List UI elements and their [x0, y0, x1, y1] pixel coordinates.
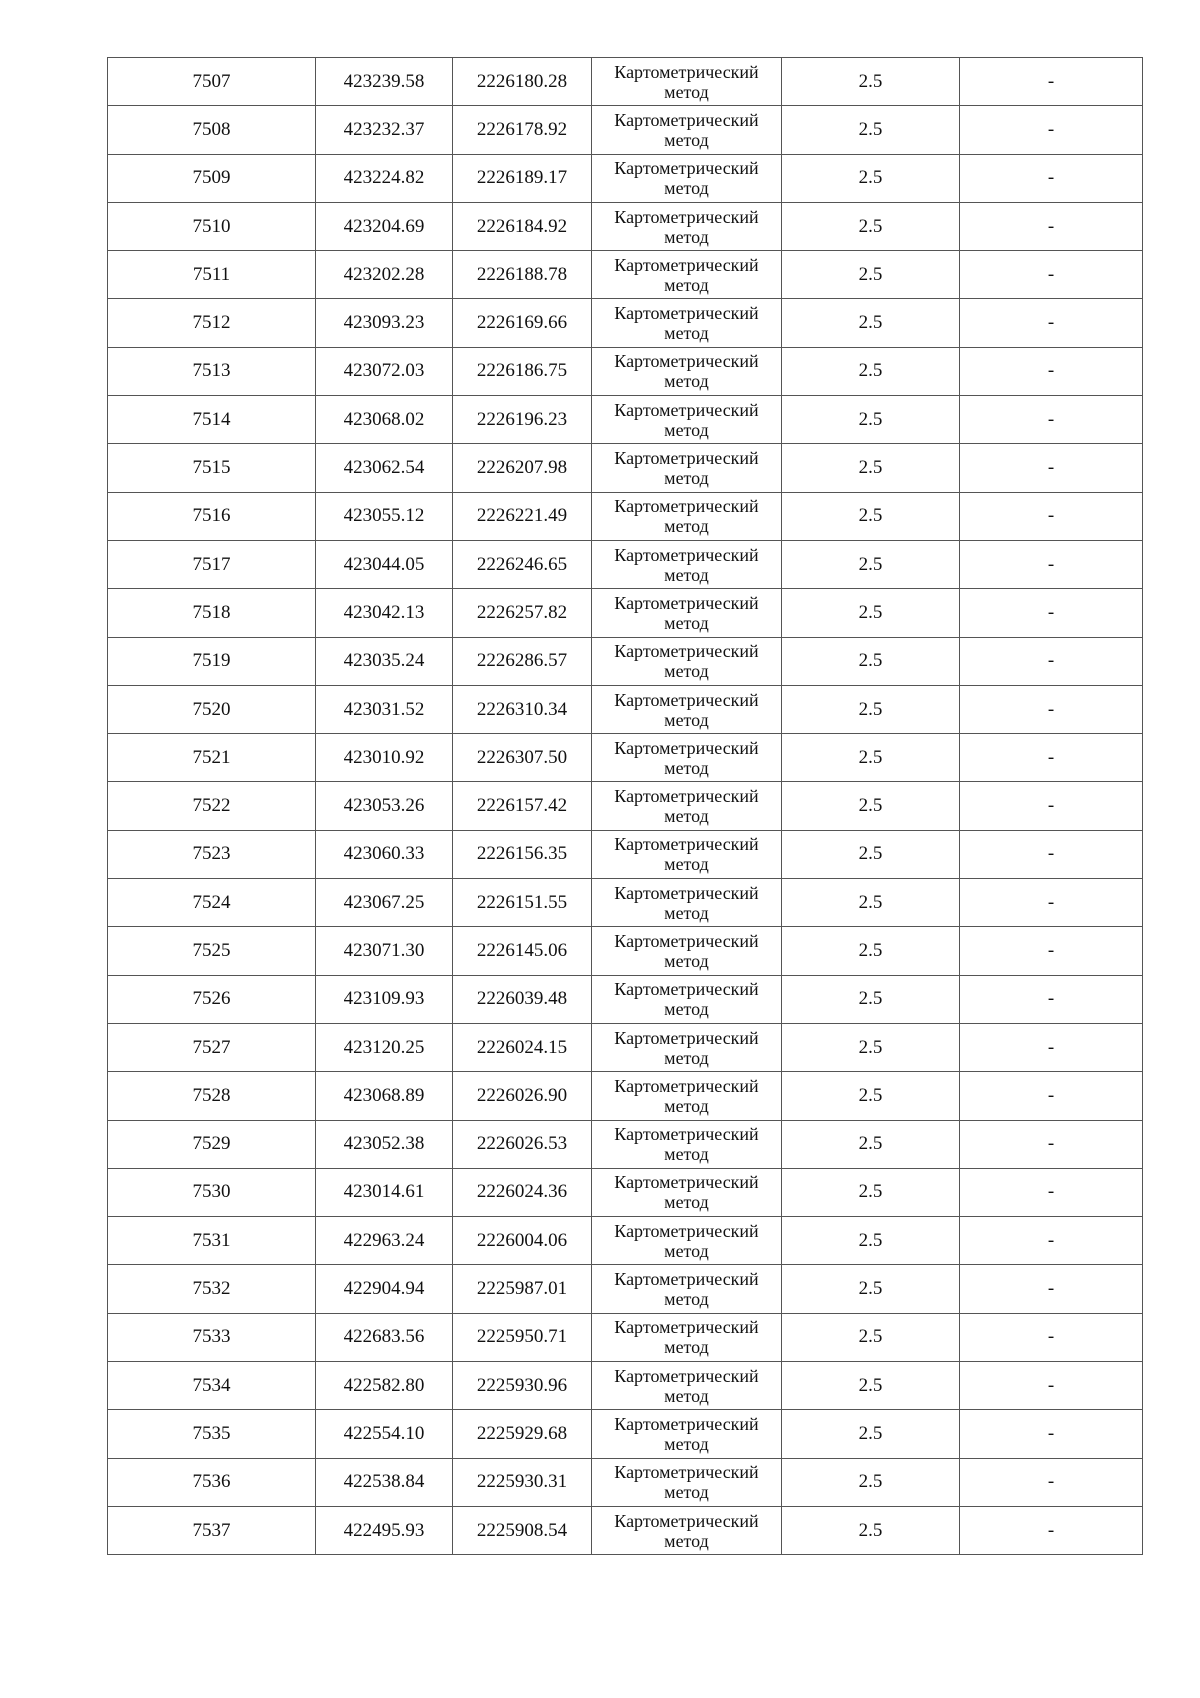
x-coordinate-cell: 423044.05 [316, 540, 453, 588]
coordinates-table [107, 57, 1143, 1555]
point-number-cell: 7507 [108, 58, 316, 106]
method-cell [592, 1362, 782, 1410]
method-line1: Картометрический [614, 399, 759, 420]
note-cell: - [960, 830, 1143, 878]
point-number-cell: 7520 [108, 685, 316, 733]
method-line2: метод [664, 1289, 709, 1310]
table-row [108, 1265, 1143, 1313]
method-cell [592, 396, 782, 444]
y-coordinate-cell: 2226151.55 [453, 879, 592, 927]
method-line1: Картометрический [614, 544, 759, 565]
method-line1: Картометрический [614, 1462, 759, 1483]
method-line1: Картометрический [614, 882, 759, 903]
note-cell: - [960, 1458, 1143, 1506]
accuracy-cell: 2.5 [782, 975, 960, 1023]
note-cell: - [960, 1313, 1143, 1361]
method-cell [592, 927, 782, 975]
accuracy-cell: 2.5 [782, 1506, 960, 1554]
method-line1: Картометрический [614, 1269, 759, 1290]
method-line2: метод [664, 81, 709, 102]
accuracy-cell: 2.5 [782, 106, 960, 154]
accuracy-cell: 2.5 [782, 1072, 960, 1120]
method-cell [592, 782, 782, 830]
x-coordinate-cell: 423068.02 [316, 396, 453, 444]
method-line2: метод [664, 1530, 709, 1551]
x-coordinate-cell: 423067.25 [316, 879, 453, 927]
x-coordinate-cell: 422963.24 [316, 1217, 453, 1265]
table-row [108, 1168, 1143, 1216]
table-row [108, 1217, 1143, 1265]
y-coordinate-cell: 2226180.28 [453, 58, 592, 106]
method-line1: Картометрический [614, 254, 759, 275]
note-cell: - [960, 540, 1143, 588]
accuracy-cell: 2.5 [782, 589, 960, 637]
y-coordinate-cell: 2226257.82 [453, 589, 592, 637]
point-number-cell: 7512 [108, 299, 316, 347]
table-row [108, 1023, 1143, 1071]
y-coordinate-cell: 2226196.23 [453, 396, 592, 444]
note-cell: - [960, 637, 1143, 685]
table-row [108, 685, 1143, 733]
y-coordinate-cell: 2225950.71 [453, 1313, 592, 1361]
table-row [108, 975, 1143, 1023]
table-row [108, 589, 1143, 637]
accuracy-cell: 2.5 [782, 1458, 960, 1506]
method-line2: метод [664, 274, 709, 295]
method-line1: Картометрический [614, 786, 759, 807]
method-line2: метод [664, 371, 709, 392]
accuracy-cell: 2.5 [782, 299, 960, 347]
accuracy-cell: 2.5 [782, 637, 960, 685]
method-line1: Картометрический [614, 1365, 759, 1386]
y-coordinate-cell: 2225929.68 [453, 1410, 592, 1458]
accuracy-cell: 2.5 [782, 1410, 960, 1458]
method-line2: метод [664, 564, 709, 585]
method-line2: метод [664, 1433, 709, 1454]
point-number-cell: 7527 [108, 1023, 316, 1071]
method-line1: Картометрический [614, 1124, 759, 1145]
y-coordinate-cell: 2226186.75 [453, 347, 592, 395]
note-cell: - [960, 589, 1143, 637]
table-row [108, 1313, 1143, 1361]
method-cell [592, 830, 782, 878]
table-row [108, 299, 1143, 347]
method-cell [592, 734, 782, 782]
x-coordinate-cell: 423052.38 [316, 1120, 453, 1168]
y-coordinate-cell: 2226307.50 [453, 734, 592, 782]
point-number-cell: 7523 [108, 830, 316, 878]
note-cell: - [960, 1362, 1143, 1410]
table-row [108, 58, 1143, 106]
accuracy-cell: 2.5 [782, 1120, 960, 1168]
note-cell: - [960, 1120, 1143, 1168]
table-row [108, 492, 1143, 540]
accuracy-cell: 2.5 [782, 1217, 960, 1265]
accuracy-cell: 2.5 [782, 1313, 960, 1361]
method-line1: Картометрический [614, 1413, 759, 1434]
point-number-cell: 7510 [108, 202, 316, 250]
note-cell: - [960, 106, 1143, 154]
method-line2: метод [664, 902, 709, 923]
point-number-cell: 7537 [108, 1506, 316, 1554]
method-line2: метод [664, 1240, 709, 1261]
table-row [108, 830, 1143, 878]
table-row [108, 1410, 1143, 1458]
method-cell [592, 540, 782, 588]
x-coordinate-cell: 422683.56 [316, 1313, 453, 1361]
method-cell [592, 154, 782, 202]
note-cell: - [960, 782, 1143, 830]
accuracy-cell: 2.5 [782, 540, 960, 588]
y-coordinate-cell: 2225930.31 [453, 1458, 592, 1506]
method-cell [592, 202, 782, 250]
method-line2: метод [664, 468, 709, 489]
x-coordinate-cell: 423060.33 [316, 830, 453, 878]
point-number-cell: 7530 [108, 1168, 316, 1216]
accuracy-cell: 2.5 [782, 202, 960, 250]
note-cell: - [960, 444, 1143, 492]
method-line1: Картометрический [614, 448, 759, 469]
accuracy-cell: 2.5 [782, 927, 960, 975]
method-line2: метод [664, 1095, 709, 1116]
method-line2: метод [664, 226, 709, 247]
x-coordinate-cell: 423055.12 [316, 492, 453, 540]
x-coordinate-cell: 422554.10 [316, 1410, 453, 1458]
method-cell [592, 637, 782, 685]
method-cell [592, 1410, 782, 1458]
x-coordinate-cell: 423035.24 [316, 637, 453, 685]
method-line2: метод [664, 806, 709, 827]
table-row [108, 251, 1143, 299]
y-coordinate-cell: 2226310.34 [453, 685, 592, 733]
y-coordinate-cell: 2226286.57 [453, 637, 592, 685]
method-line2: метод [664, 709, 709, 730]
accuracy-cell: 2.5 [782, 830, 960, 878]
method-line2: метод [664, 661, 709, 682]
point-number-cell: 7534 [108, 1362, 316, 1410]
point-number-cell: 7517 [108, 540, 316, 588]
x-coordinate-cell: 423010.92 [316, 734, 453, 782]
method-cell [592, 444, 782, 492]
accuracy-cell: 2.5 [782, 251, 960, 299]
table-row [108, 1120, 1143, 1168]
y-coordinate-cell: 2226024.36 [453, 1168, 592, 1216]
method-cell [592, 1168, 782, 1216]
y-coordinate-cell: 2226024.15 [453, 1023, 592, 1071]
table-row [108, 1362, 1143, 1410]
method-line2: метод [664, 757, 709, 778]
accuracy-cell: 2.5 [782, 492, 960, 540]
y-coordinate-cell: 2226026.53 [453, 1120, 592, 1168]
x-coordinate-cell: 423071.30 [316, 927, 453, 975]
method-line1: Картометрический [614, 1317, 759, 1338]
x-coordinate-cell: 423042.13 [316, 589, 453, 637]
point-number-cell: 7514 [108, 396, 316, 444]
x-coordinate-cell: 423204.69 [316, 202, 453, 250]
table-body [108, 58, 1143, 1555]
note-cell: - [960, 1410, 1143, 1458]
point-number-cell: 7522 [108, 782, 316, 830]
table-row [108, 347, 1143, 395]
method-line2: метод [664, 516, 709, 537]
note-cell: - [960, 58, 1143, 106]
y-coordinate-cell: 2225930.96 [453, 1362, 592, 1410]
method-line1: Картометрический [614, 834, 759, 855]
accuracy-cell: 2.5 [782, 347, 960, 395]
y-coordinate-cell: 2226169.66 [453, 299, 592, 347]
table-row [108, 927, 1143, 975]
method-cell [592, 1217, 782, 1265]
method-line2: метод [664, 999, 709, 1020]
method-line1: Картометрический [614, 109, 759, 130]
note-cell: - [960, 1072, 1143, 1120]
accuracy-cell: 2.5 [782, 1362, 960, 1410]
method-line2: метод [664, 1047, 709, 1068]
method-cell [592, 492, 782, 540]
x-coordinate-cell: 423093.23 [316, 299, 453, 347]
method-cell [592, 685, 782, 733]
note-cell: - [960, 1023, 1143, 1071]
point-number-cell: 7535 [108, 1410, 316, 1458]
x-coordinate-cell: 423062.54 [316, 444, 453, 492]
method-line1: Картометрический [614, 979, 759, 1000]
point-number-cell: 7536 [108, 1458, 316, 1506]
accuracy-cell: 2.5 [782, 58, 960, 106]
point-number-cell: 7528 [108, 1072, 316, 1120]
method-line1: Картометрический [614, 930, 759, 951]
y-coordinate-cell: 2226246.65 [453, 540, 592, 588]
point-number-cell: 7524 [108, 879, 316, 927]
method-line1: Картометрический [614, 158, 759, 179]
x-coordinate-cell: 423109.93 [316, 975, 453, 1023]
method-line1: Картометрический [614, 592, 759, 613]
method-line1: Картометрический [614, 737, 759, 758]
table-row [108, 444, 1143, 492]
accuracy-cell: 2.5 [782, 782, 960, 830]
method-cell [592, 1506, 782, 1554]
method-cell [592, 1120, 782, 1168]
x-coordinate-cell: 423120.25 [316, 1023, 453, 1071]
method-cell [592, 106, 782, 154]
x-coordinate-cell: 422538.84 [316, 1458, 453, 1506]
note-cell: - [960, 299, 1143, 347]
y-coordinate-cell: 2226026.90 [453, 1072, 592, 1120]
accuracy-cell: 2.5 [782, 1023, 960, 1071]
point-number-cell: 7521 [108, 734, 316, 782]
method-line2: метод [664, 129, 709, 150]
point-number-cell: 7511 [108, 251, 316, 299]
accuracy-cell: 2.5 [782, 879, 960, 927]
y-coordinate-cell: 2226189.17 [453, 154, 592, 202]
point-number-cell: 7525 [108, 927, 316, 975]
x-coordinate-cell: 422582.80 [316, 1362, 453, 1410]
point-number-cell: 7531 [108, 1217, 316, 1265]
method-cell [592, 1458, 782, 1506]
method-line1: Картометрический [614, 1220, 759, 1241]
note-cell: - [960, 1506, 1143, 1554]
method-line2: метод [664, 854, 709, 875]
y-coordinate-cell: 2226184.92 [453, 202, 592, 250]
method-cell [592, 879, 782, 927]
y-coordinate-cell: 2226157.42 [453, 782, 592, 830]
table-row [108, 1072, 1143, 1120]
x-coordinate-cell: 422495.93 [316, 1506, 453, 1554]
note-cell: - [960, 1217, 1143, 1265]
note-cell: - [960, 975, 1143, 1023]
y-coordinate-cell: 2226178.92 [453, 106, 592, 154]
method-cell [592, 299, 782, 347]
note-cell: - [960, 154, 1143, 202]
method-line1: Картометрический [614, 689, 759, 710]
y-coordinate-cell: 2226207.98 [453, 444, 592, 492]
point-number-cell: 7526 [108, 975, 316, 1023]
note-cell: - [960, 347, 1143, 395]
y-coordinate-cell: 2226145.06 [453, 927, 592, 975]
note-cell: - [960, 396, 1143, 444]
accuracy-cell: 2.5 [782, 1265, 960, 1313]
method-line2: метод [664, 178, 709, 199]
x-coordinate-cell: 422904.94 [316, 1265, 453, 1313]
point-number-cell: 7519 [108, 637, 316, 685]
point-number-cell: 7532 [108, 1265, 316, 1313]
note-cell: - [960, 734, 1143, 782]
method-cell [592, 1023, 782, 1071]
method-line1: Картометрический [614, 1510, 759, 1531]
method-cell [592, 251, 782, 299]
y-coordinate-cell: 2226156.35 [453, 830, 592, 878]
x-coordinate-cell: 423014.61 [316, 1168, 453, 1216]
point-number-cell: 7513 [108, 347, 316, 395]
y-coordinate-cell: 2225987.01 [453, 1265, 592, 1313]
y-coordinate-cell: 2226039.48 [453, 975, 592, 1023]
y-coordinate-cell: 2225908.54 [453, 1506, 592, 1554]
method-line1: Картометрический [614, 641, 759, 662]
y-coordinate-cell: 2226221.49 [453, 492, 592, 540]
method-line2: метод [664, 950, 709, 971]
method-line2: метод [664, 1337, 709, 1358]
method-line2: метод [664, 419, 709, 440]
x-coordinate-cell: 423053.26 [316, 782, 453, 830]
note-cell: - [960, 251, 1143, 299]
method-line1: Картометрический [614, 206, 759, 227]
note-cell: - [960, 685, 1143, 733]
note-cell: - [960, 202, 1143, 250]
method-line1: Картометрический [614, 61, 759, 82]
method-cell [592, 347, 782, 395]
accuracy-cell: 2.5 [782, 685, 960, 733]
method-cell [592, 58, 782, 106]
x-coordinate-cell: 423031.52 [316, 685, 453, 733]
method-line2: метод [664, 612, 709, 633]
x-coordinate-cell: 423202.28 [316, 251, 453, 299]
method-line2: метод [664, 1192, 709, 1213]
method-line2: метод [664, 1144, 709, 1165]
table-row [108, 734, 1143, 782]
table-row [108, 1458, 1143, 1506]
x-coordinate-cell: 423239.58 [316, 58, 453, 106]
accuracy-cell: 2.5 [782, 1168, 960, 1216]
note-cell: - [960, 1265, 1143, 1313]
x-coordinate-cell: 423224.82 [316, 154, 453, 202]
table-row [108, 106, 1143, 154]
point-number-cell: 7529 [108, 1120, 316, 1168]
note-cell: - [960, 927, 1143, 975]
method-line2: метод [664, 1385, 709, 1406]
method-line2: метод [664, 323, 709, 344]
x-coordinate-cell: 423232.37 [316, 106, 453, 154]
point-number-cell: 7508 [108, 106, 316, 154]
x-coordinate-cell: 423068.89 [316, 1072, 453, 1120]
method-line1: Картометрический [614, 303, 759, 324]
point-number-cell: 7518 [108, 589, 316, 637]
method-cell [592, 589, 782, 637]
table-row [108, 154, 1143, 202]
accuracy-cell: 2.5 [782, 154, 960, 202]
point-number-cell: 7533 [108, 1313, 316, 1361]
method-line1: Картометрический [614, 1027, 759, 1048]
table-row [108, 879, 1143, 927]
method-line2: метод [664, 1482, 709, 1503]
method-line1: Картометрический [614, 1075, 759, 1096]
method-line1: Картометрический [614, 496, 759, 517]
accuracy-cell: 2.5 [782, 734, 960, 782]
note-cell: - [960, 1168, 1143, 1216]
note-cell: - [960, 492, 1143, 540]
y-coordinate-cell: 2226188.78 [453, 251, 592, 299]
method-line1: Картометрический [614, 1172, 759, 1193]
point-number-cell: 7516 [108, 492, 316, 540]
table-row [108, 202, 1143, 250]
note-cell: - [960, 879, 1143, 927]
point-number-cell: 7515 [108, 444, 316, 492]
method-line1: Картометрический [614, 351, 759, 372]
table-row [108, 637, 1143, 685]
method-cell [592, 1265, 782, 1313]
x-coordinate-cell: 423072.03 [316, 347, 453, 395]
method-cell [592, 1313, 782, 1361]
table-row [108, 396, 1143, 444]
method-cell [592, 1072, 782, 1120]
table-row [108, 782, 1143, 830]
table-row [108, 540, 1143, 588]
accuracy-cell: 2.5 [782, 396, 960, 444]
y-coordinate-cell: 2226004.06 [453, 1217, 592, 1265]
point-number-cell: 7509 [108, 154, 316, 202]
accuracy-cell: 2.5 [782, 444, 960, 492]
method-cell [592, 975, 782, 1023]
table-row [108, 1506, 1143, 1554]
